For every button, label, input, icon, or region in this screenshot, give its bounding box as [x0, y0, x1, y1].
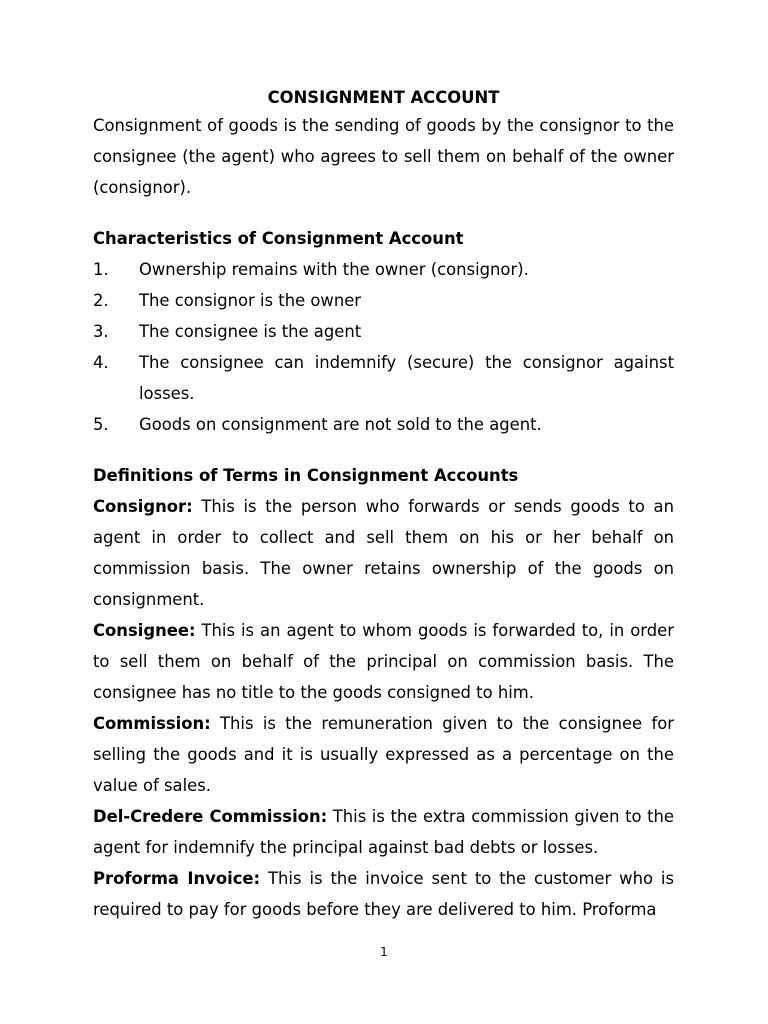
intro-paragraph: Consignment of goods is the sending of goods by the consignor to the consignee (the agent) who agrees to sell them on behalf of the owner (consignor). [93, 116, 674, 197]
list-number: 2. [93, 291, 109, 310]
document-title: CONSIGNMENT ACCOUNT [267, 88, 500, 107]
definition-commission [93, 708, 674, 801]
list-item [93, 347, 674, 409]
characteristics-heading: Characteristics of Consignment Account [93, 229, 464, 248]
list-number: 1. [93, 260, 109, 279]
spacer [93, 440, 674, 460]
definition-text: This is the invoice sent to the customer who is required to pay for goods before they are delivered to him. Proforma [93, 869, 674, 919]
list-text: Goods on consignment are not sold to the agent. [139, 415, 542, 434]
characteristics-list [93, 254, 674, 440]
list-text: The consignee is the agent [139, 322, 362, 341]
spacer [93, 203, 674, 223]
definition-consignee [93, 615, 674, 708]
list-number: 3. [93, 322, 109, 341]
definitions-heading: Definitions of Terms in Consignment Accounts [93, 466, 519, 485]
definition-text: This is the remuneration given to the consignee for selling the goods and it is usually expressed as a percentage on the value of sales. [93, 714, 674, 795]
page-number: 1 [380, 945, 388, 959]
list-text: Ownership remains with the owner (consignor). [139, 260, 529, 279]
definition-term: Del-Credere Commission: [93, 807, 328, 826]
definition-term: Consignee: [93, 621, 196, 640]
list-item [93, 409, 674, 440]
list-number: 5. [93, 415, 109, 434]
definition-text: This is an agent to whom goods is forwarded to, in order to sell them on behalf of the principal on commission basis. The consignee has no title to the goods consigned to him. [93, 621, 674, 702]
definition-del-credere-commission [93, 801, 674, 863]
definition-proforma-invoice [93, 863, 674, 925]
definition-consignor [93, 491, 674, 615]
definition-term: Commission: [93, 714, 211, 733]
list-item [93, 285, 674, 316]
list-item [93, 254, 674, 285]
list-text: The consignee can indemnify (secure) the consignor against losses. [139, 353, 674, 403]
list-text: The consignor is the owner [139, 291, 362, 310]
definition-term: Proforma Invoice: [93, 869, 261, 888]
definition-text: This is the person who forwards or sends goods to an agent in order to collect and sell them on his or her behalf on commission basis. The owner retains ownership of the goods on consignment. [93, 497, 674, 609]
list-item [93, 316, 674, 347]
document-page [93, 86, 674, 925]
definition-text: This is the extra commission given to the agent for indemnify the principal against bad debts or losses. [93, 807, 674, 857]
list-number: 4. [93, 353, 109, 372]
definition-term: Consignor: [93, 497, 193, 516]
